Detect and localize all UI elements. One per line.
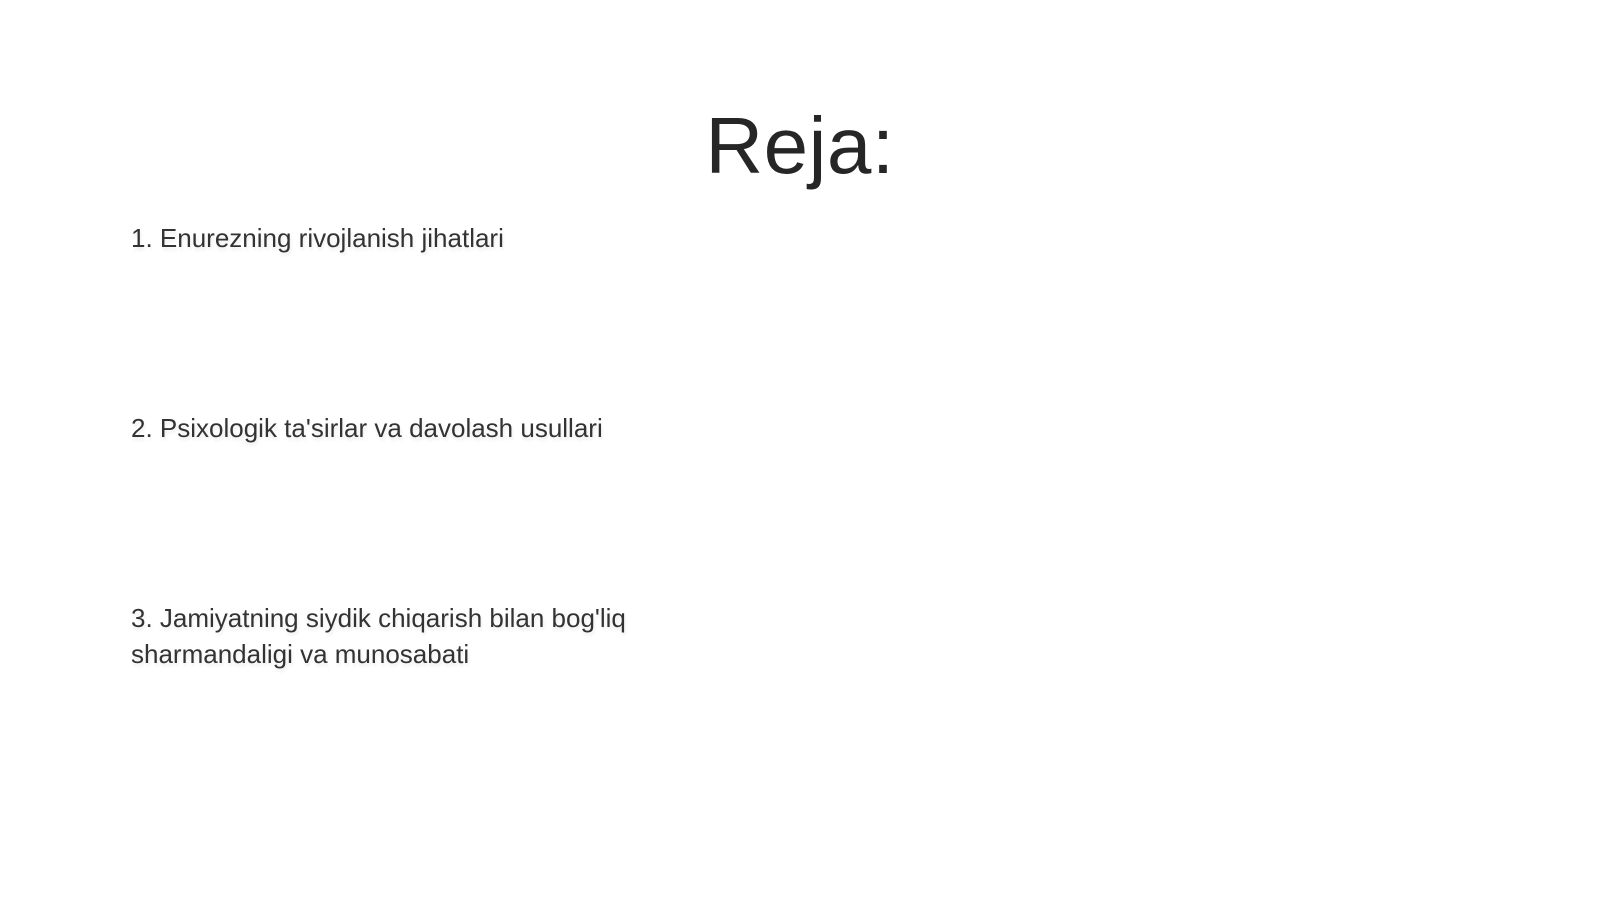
- plan-item-3: 3. Jamiyatning siydik chiqarish bilan bog'liq sharmandaligi va munosabati: [131, 603, 626, 669]
- slide-title: Reja:: [705, 100, 895, 190]
- plan-item-2: 2. Psixologik ta'sirlar va davolash usullari: [131, 413, 603, 443]
- plan-item-1: 1. Enurezning rivojlanish jihatlari: [131, 223, 504, 253]
